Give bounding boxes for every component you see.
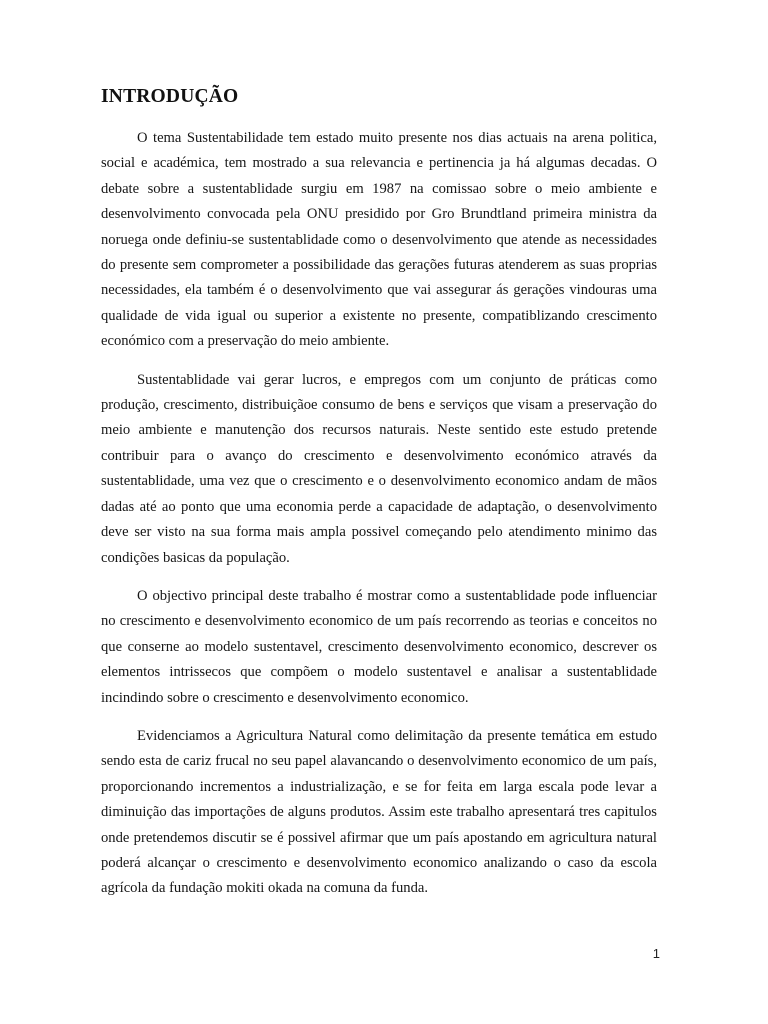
paragraph-intro-theme: O tema Sustentabilidade tem estado muito presente nos dias actuais na arena politica, social e académica, tem mostrado a sua relevancia e pertinencia ja há algumas decadas. O debate sobre a sustentablidade surgiu em 1987 na comissao sobre o meio ambiente e desenvolvimento convocada pela ONU presidido por Gro Brundtland primeira ministra da noruega onde definiu-se sustentablidade como o desenvolvimento que atende as necessidades do presente sem comprometer a possibilidade das gerações futuras atenderem as suas proprias necessidades, ela também é o desenvolvimento que vai assegurar ás gerações vindouras uma qualidade de vida igual ou superior a existente no presente, compatiblizando crescimento económico com a preservação do meio ambiente. bbox=[101, 130, 657, 350]
paragraph-main-objective: O objectivo principal deste trabalho é mostrar como a sustentablidade pode influenciar no crescimento e desenvolvimento economico de um país recorrendo as teorias e conceitos no que conserne ao modelo sustentavel, crescimento desenvolvimento economico, descrever os elementos intrissecos que compõem o modelo sustentavel e analisar a sustentablidade incindindo sobre o crescimento e desenvolvimento economico. bbox=[101, 587, 657, 706]
body-text bbox=[101, 126, 657, 915]
section-heading: INTRODUÇÃO bbox=[101, 86, 239, 107]
paragraph-natural-agriculture: Evidenciamos a Agricultura Natural como delimitação da presente temática em estudo sendo esta de cariz frucal no seu papel alavancando o desenvolvimento economico de um país, proporcionando incrementos a industrialização, e se for feita em larga escala pode levar a diminuição das importações de alguns produtos. Assim este trabalho apresentará tres capitulos onde pretendemos discutir se é possivel afirmar que um país apostando em agricultura natural poderá alcançar o crescimento e desenvolvimento economico analizando o caso da escola agrícola da fundação mokiti okada na comuna da funda. bbox=[101, 727, 657, 897]
page-number: 1 bbox=[652, 946, 660, 961]
paragraph-sustainability-profits: Sustentablidade vai gerar lucros, e empregos com um conjunto de práticas como produção, crescimento, distribuiçãoe consumo de bens e serviços que visam a preservação do meio ambiente e manutenção dos recursos naturais. Neste sentido este estudo pretende contribuir para o avanço do crescimento e desenvolvimento económico através da sustentablidade, uma vez que o crescimento e o desenvolvimento economico andam de mãos dadas até ao ponto que uma economia perde a capacidade de adaptação, o desenvolvimento deve ser visto na sua forma mais ampla possivel começando pelo atendimento minimo das condições basicas da população. bbox=[101, 371, 657, 566]
